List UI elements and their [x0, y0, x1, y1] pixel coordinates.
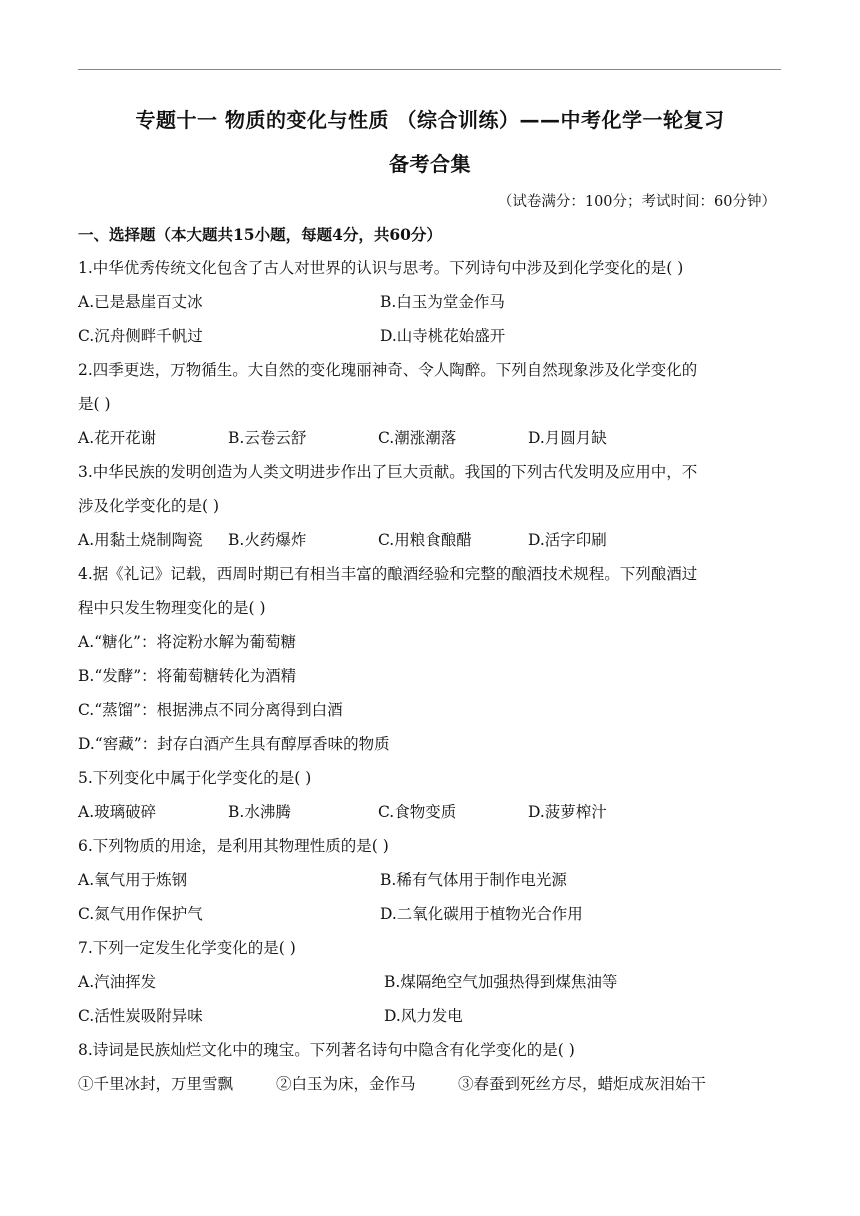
page-title: 专题十一 物质的变化与性质 （综合训练）——中考化学一轮复习	[135, 108, 725, 132]
question-8-stem: 8.诗词是民族灿烂文化中的瑰宝。下列著名诗句中隐含有化学变化的是( )	[78, 1041, 575, 1059]
question-5-option-b: B.水沸腾	[228, 803, 291, 821]
question-1-stem: 1.中华优秀传统文化包含了古人对世界的认识与思考。下列诗句中涉及到化学变化的是( )	[78, 259, 684, 277]
question-6-option-b: B.稀有气体用于制作电光源	[380, 871, 567, 889]
question-4-stem-line-1: 4.据《礼记》记载，西周时期已有相当丰富的酿酒经验和完整的酿酒技术规程。下列酿酒过	[78, 565, 698, 583]
question-5-option-a: A.玻璃破碎	[78, 803, 157, 821]
question-3-option-a: A.用黏土烧制陶瓷	[78, 531, 203, 549]
section-heading: 一、选择题（本大题共15小题，每题4分，共60分）	[78, 225, 442, 244]
question-5-option-c: C.食物变质	[378, 803, 457, 821]
question-2-option-d: D.月圆月缺	[528, 429, 607, 447]
question-3-option-c: C.用粮食酿醋	[378, 531, 472, 549]
question-8-item-1: ①千里冰封，万里雪飘	[78, 1075, 234, 1093]
question-3-stem-line-2: 涉及化学变化的是( )	[78, 497, 220, 515]
question-2-option-a: A.花开花谢	[78, 429, 157, 447]
question-4-option-c: C.“蒸馏”：根据沸点不同分离得到白酒	[78, 701, 343, 719]
question-7-option-c: C.活性炭吸附异味	[78, 1007, 203, 1025]
question-6-option-c: C.氮气用作保护气	[78, 905, 203, 923]
question-1-option-c: C.沉舟侧畔千帆过	[78, 327, 203, 345]
page-subtitle: 备考合集	[389, 152, 471, 176]
question-6-option-a: A.氧气用于炼钢	[78, 871, 188, 889]
question-7-option-a: A.汽油挥发	[78, 973, 157, 991]
question-1-option-b: B.白玉为堂金作马	[380, 293, 505, 311]
question-8-item-2: ②白玉为床，金作马	[276, 1075, 416, 1093]
question-7-stem: 7.下列一定发生化学变化的是( )	[78, 939, 296, 957]
question-4-option-d: D.“窖藏”：封存白酒产生具有醇厚香味的物质	[78, 735, 390, 753]
question-2-stem-line-1: 2.四季更迭，万物循生。大自然的变化瑰丽神奇、令人陶醉。下列自然现象涉及化学变化的	[78, 361, 698, 379]
question-4-option-b: B.“发酵”：将葡萄糖转化为酒精	[78, 667, 297, 685]
question-3-option-d: D.活字印刷	[528, 531, 607, 549]
question-2-option-c: C.潮涨潮落	[378, 429, 457, 447]
question-7-option-b: B.煤隔绝空气加强热得到煤焦油等	[384, 973, 618, 991]
question-2-option-b: B.云卷云舒	[228, 429, 307, 447]
question-6-stem: 6.下列物质的用途，是利用其物理性质的是( )	[78, 837, 389, 855]
question-3-stem-line-1: 3.中华民族的发明创造为人类文明进步作出了巨大贡献。我国的下列古代发明及应用中，不	[78, 463, 698, 481]
question-4-stem-line-2: 程中只发生物理变化的是( )	[78, 599, 266, 617]
header-rule	[78, 69, 781, 70]
question-4-option-a: A.“糖化”：将淀粉水解为葡萄糖	[78, 633, 296, 651]
question-6-option-d: D.二氧化碳用于植物光合作用	[380, 905, 583, 923]
question-5-stem: 5.下列变化中属于化学变化的是( )	[78, 769, 312, 787]
question-1-option-d: D.山寺桃花始盛开	[380, 327, 506, 345]
question-7-option-d: D.风力发电	[384, 1007, 463, 1025]
question-3-option-b: B.火药爆炸	[228, 531, 307, 549]
question-2-stem-line-2: 是( )	[78, 395, 111, 413]
question-1-option-a: A.已是悬崖百丈冰	[78, 293, 203, 311]
question-8-item-3: ③春蚕到死丝方尽，蜡炬成灰泪始干	[458, 1075, 707, 1093]
question-5-option-d: D.菠萝榨汁	[528, 803, 607, 821]
exam-info: （试卷满分：100分；考试时间：60分钟）	[497, 194, 776, 210]
